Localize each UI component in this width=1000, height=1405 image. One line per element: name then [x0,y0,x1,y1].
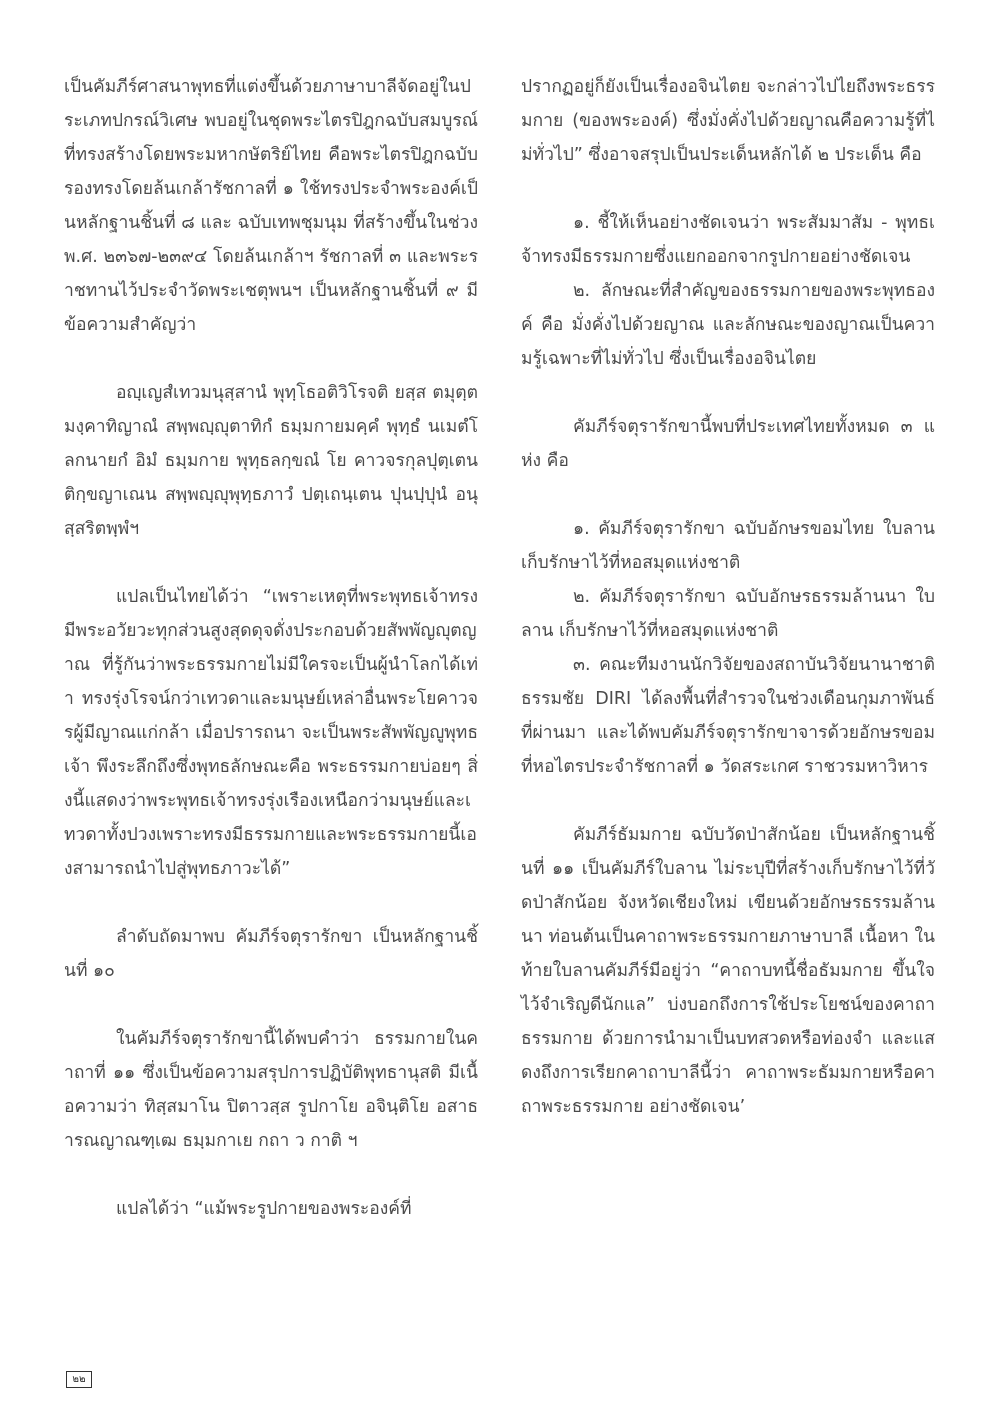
right-column [521,70,935,1124]
paragraph-gap [64,886,478,920]
paragraph-gap [64,988,478,1022]
right-paragraph-8: คัมภีร์ธัมมกาย ฉบับวัดป่าสักน้อย เป็นหลักฐานชิ้นที่ ๑๑ เป็นคัมภีร์ใบลาน ไม่ระบุปีที่สร้างเก็บรักษาไว้ที่วัดป่าสักน้อย จังหวัดเชียงใหม่ เขียนด้วยอักษรธรรมล้านนา ท่อนต้นเป็นคาถาพระธรรมกายภาษาบาลี เนื้อหา ในท้ายใบลานคัมภีร์มีอยู่ว่า “คาถาบทนี้ชื่อธัมมกาย ขึ้นใจไว้จำเริญดีนักแล” บ่งบอกถึงการใช้ประโยชน์ของคาถาธรรมกาย ด้วยการนำมาเป็นบทสวดหรือท่องจำ และแสดงถึงการเรียกคาถาบาลีนี้ว่า คาถาพระธัมมกายหรือคาถาพระธรรมกาย อย่างชัดเจน’ [521,825,935,1117]
right-paragraph-point-1: ๑. ชี้ให้เห็นอย่างชัดเจนว่า พระสัมมาสัม - พุทธเจ้าทรงมีธรรมกายซึ่งแยกออกจากรูปกายอย่างชัดเจน [521,213,935,267]
left-paragraph-5: ในคัมภีร์จตุรารักขานี้ได้พบคำว่า ธรรมกายในคาถาที่ ๑๑ ซึ่งเป็นข้อความสรุปการปฏิบัติพุทธานุสติ มีเนื้อความว่า ทิสฺสมาโน ปิตาวสฺส รูปกาโย อจินฺติโย อสาธารณญาณฑฺเฒ ธมฺมกาเย กถา ว กาติ ฯ [64,1029,478,1151]
paragraph-gap [64,546,478,580]
left-paragraph-translation: แปลเป็นไทยได้ว่า “เพราะเหตุที่พระพุทธเจ้าทรงมีพระอวัยวะทุกส่วนสูงสุดดุจดั่งประกอบด้วยสัพพัญญุตญาณ ที่รู้กันว่าพระธรรมกายไม่มีใครจะเป็นผู้นำโลกได้เท่า ทรงรุ่งโรจน์กว่าเทวดาและมนุษย์เหล่าอื่นพระโยคาวจรผู้มีญาณแก่กล้า เมื่อปรารถนา จะเป็นพระสัพพัญญูพุทธเจ้า พึงระลึกถึงซึ่งพุทธลักษณะคือ พระธรรมกายบ่อยๆ สิ่งนี้แสดงว่าพระพุทธเจ้าทรงรุ่งเรืองเหนือกว่ามนุษย์และเทวดาทั้งปวงเพราะทรงมีธรรมกายและพระธรรมกายนี้เองสามารถนำไปสู่พุทธภาวะได้” [64,587,478,879]
paragraph-gap [521,478,935,512]
page-number: ๒๒ [66,1371,92,1388]
paragraph-gap [521,172,935,206]
right-paragraph-1: ปรากฏอยู่ก็ยังเป็นเรื่องอจินไตย จะกล่าวไปไยถึงพระธรรมกาย (ของพระองค์) ซึ่งมั่งคั่งไปด้วยญาณคือความรู้ที่ไม่ทั่วไป” ซึ่งอาจสรุปเป็นประเด็นหลักได้ ๒ ประเด็น คือ [521,77,935,165]
right-list-item-2: ๒. คัมภีร์จตุรารักขา ฉบับอักษรธรรมล้านนา ใบลาน เก็บรักษาไว้ที่หอสมุดแห่งชาติ [521,587,935,641]
right-list-item-1: ๑. คัมภีร์จตุรารักขา ฉบับอักษรขอมไทย ใบลาน เก็บรักษาไว้ที่หอสมุดแห่งชาติ [521,519,935,573]
paragraph-gap [64,342,478,376]
left-paragraph-pali-verse: อญฺเญสํเทวมนุสฺสานํ พุทฺโธอติวิโรจติ ยสฺส ตมุตฺตมงฺคาทิญาณํ สพฺพญฺญุตาทิกํ ธมฺมกายมคฺคํ พุทฺธํ นเมตํโลกนายกํ อิมํ ธมฺมกาย พุทฺธลกฺขณํ โย คาวจรกุลปุตฺเตน ติกฺขญาเณน สพฺพญฺญุพุทฺธภาวํ ปตฺเถนฺเตน ปุนปฺปุนํ อนุสฺสริตพฺพํฯ [64,383,478,539]
paragraph-gap [64,1158,478,1192]
left-paragraph-6: แปลได้ว่า “แม้พระรูปกายของพระองค์ที่ [116,1199,412,1219]
right-paragraph-4: คัมภีร์จตุรารักขานี้พบที่ประเทศไทยทั้งหมด ๓ แห่ง คือ [521,417,935,471]
right-paragraph-point-2: ๒. ลักษณะที่สำคัญของธรรมกายของพระพุทธองค์ คือ มั่งคั่งไปด้วยญาณ และลักษณะของญาณเป็นความรู้เฉพาะที่ไม่ทั่วไป ซึ่งเป็นเรื่องอจินไตย [521,281,935,369]
paragraph-gap [521,784,935,818]
left-paragraph-4: ลำดับถัดมาพบ คัมภีร์จตุรารักขา เป็นหลักฐานชิ้นที่ ๑๐ [64,927,478,981]
right-list-item-3: ๓. คณะทีมงานนักวิจัยของสถาบันวิจัยนานาชาติธรรมชัย DIRI ได้ลงพื้นที่สำรวจในช่วงเดือนกุมภาพันธ์ที่ผ่านมา และได้พบคัมภีร์จตุรารักขาจารด้วยอักษรขอม ที่หอไตรประจำรัชกาลที่ ๑ วัดสระเกศ ราชวรมหาวิหาร [521,655,935,777]
paragraph-gap [521,376,935,410]
left-paragraph-1: เป็นคัมภีร์ศาสนาพุทธที่แต่งขึ้นด้วยภาษาบาลีจัดอยู่ในประเภทปกรณ์วิเศษ พบอยู่ในชุดพระไตรปิฎกฉบับสมบูรณ์ที่ทรงสร้างโดยพระมหากษัตริย์ไทย คือพระไตรปิฎกฉบับรองทรงโดยล้นเกล้ารัชกาลที่ ๑ ใช้ทรงประจำพระองค์เป็นหลักฐานชิ้นที่ ๘ และ ฉบับเทพชุมนุม ที่สร้างขึ้นในช่วง พ.ศ. ๒๓๖๗-๒๓๙๔ โดยล้นเกล้าฯ รัชกาลที่ ๓ และพระราชทานไว้ประจำวัดพระเชตุพนฯ เป็นหลักฐานชิ้นที่ ๙ มีข้อความสำคัญว่า [64,77,478,335]
left-column [64,70,478,1226]
